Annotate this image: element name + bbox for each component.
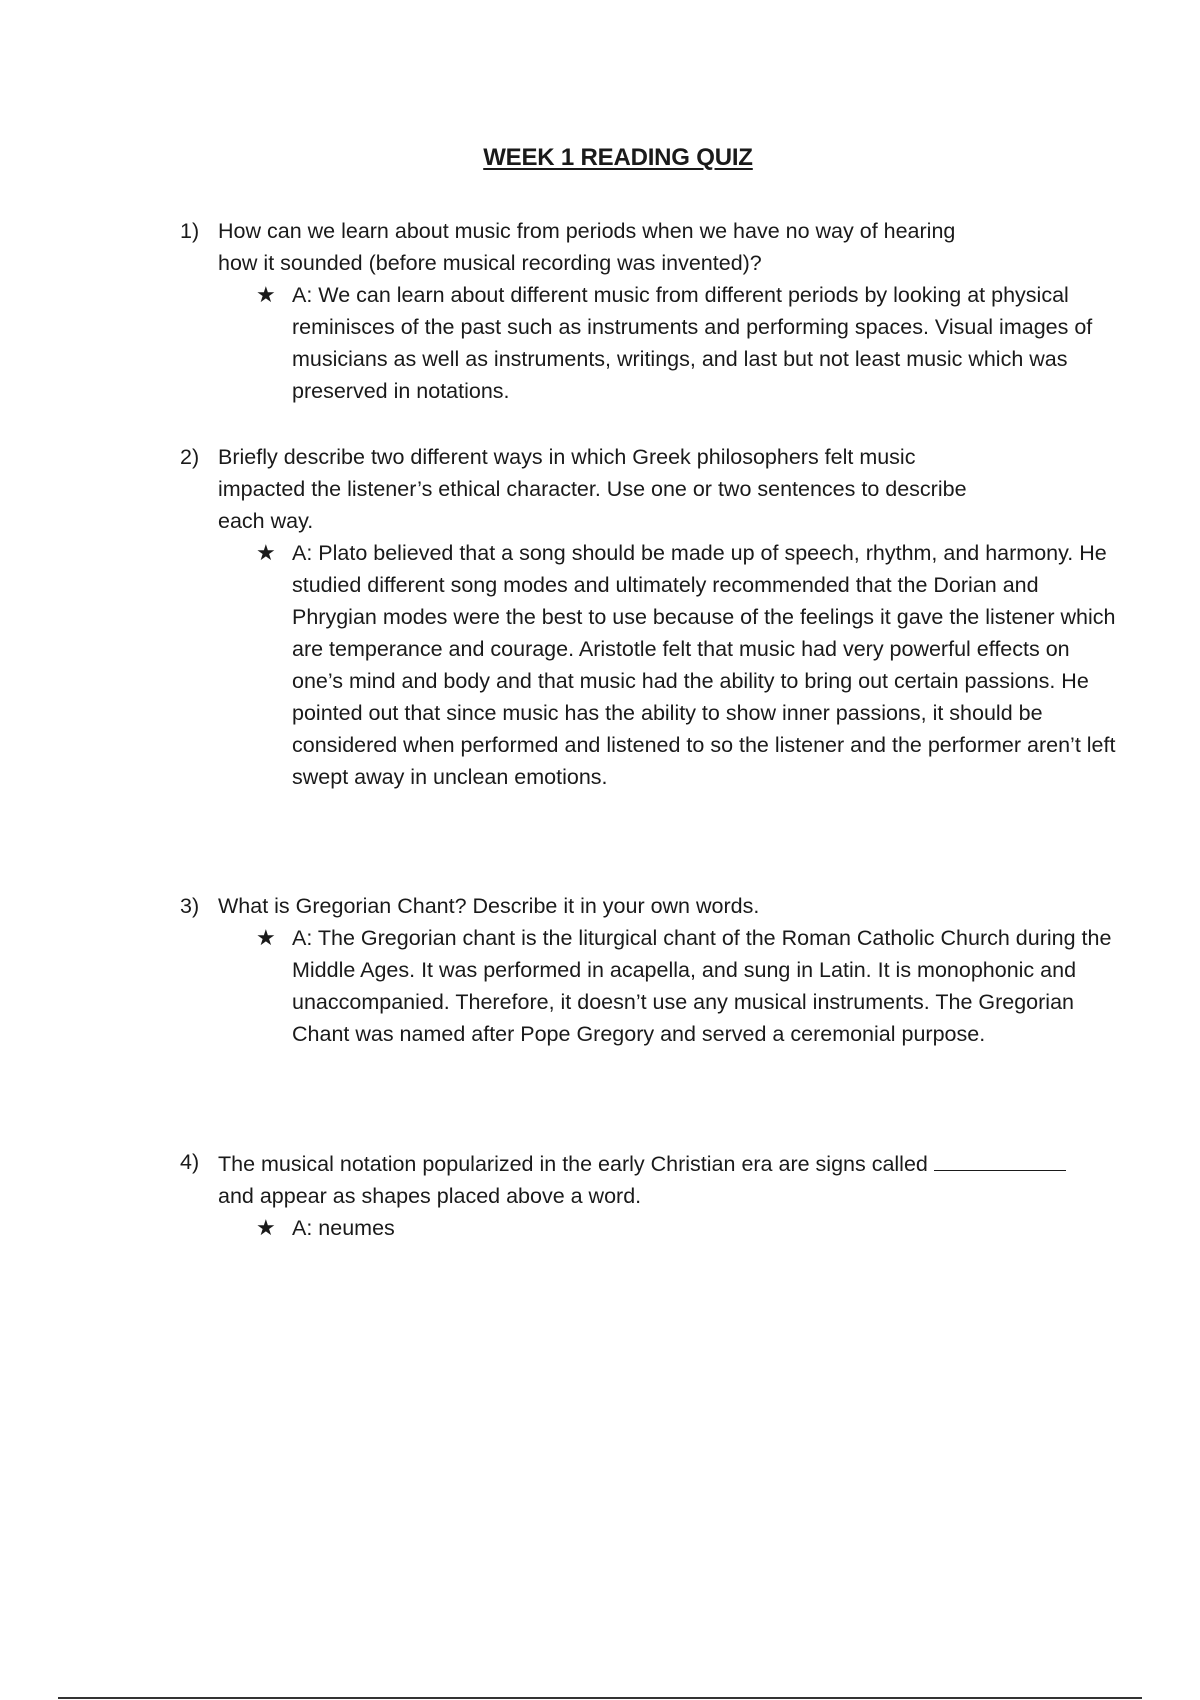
page-title: WEEK 1 READING QUIZ xyxy=(483,144,753,171)
question-text: What is Gregorian Chant? Describe it in your own words. xyxy=(218,894,760,918)
question-number: 4) xyxy=(180,1150,200,1174)
question-3 xyxy=(180,890,1120,1050)
question-1 xyxy=(180,215,1120,407)
answer-text: A: We can learn about different music from different periods by looking at physical reminisces of the past such as instruments and performing spaces. Visual images of musicians as well as instruments, writings, and last but not least music which was preserved in notations. xyxy=(292,283,1093,403)
question-text-before-blank: The musical notation popularized in the early Christian era are signs called xyxy=(218,1152,928,1176)
answer-item xyxy=(256,922,1120,1050)
fill-in-blank xyxy=(934,1146,1066,1171)
question-2 xyxy=(180,441,1120,793)
answer-text: A: The Gregorian chant is the liturgical chant of the Roman Catholic Church during the Middle Ages. It was performed in acapella, and sung in Latin. It is monophonic and unaccompanied. Therefore, it doesn’t use any musical instruments. The Gregorian Chant was named after Pope Gregory and served a ceremonial purpose. xyxy=(292,926,1112,1046)
answer-item xyxy=(256,1212,1120,1244)
answer-item xyxy=(256,537,1120,793)
answer-text: A: Plato believed that a song should be made up of speech, rhythm, and harmony. He studied different song modes and ultimately recommended that the Dorian and Phrygian modes were the best to use because of the feelings it gave the listener which are temperance and courage. Aristotle felt that music had very powerful effects on one’s mind and body and that music had the ability to bring out certain passions. He pointed out that since music has the ability to show inner passions, it should be considered when performed and listened to so the listener and the performer aren’t left swept away in unclean emotions. xyxy=(292,541,1116,789)
question-text: Briefly describe two different ways in which Greek philosophers felt music impacted the listener’s ethical character. Use one or two sentences to describe each way. xyxy=(218,445,967,533)
footer-divider xyxy=(58,1697,1142,1699)
star-icon: ★ xyxy=(256,540,276,565)
question-text-after-blank: and appear as shapes placed above a word. xyxy=(218,1184,642,1208)
star-icon: ★ xyxy=(256,1215,276,1240)
question-number: 1) xyxy=(180,219,200,243)
star-icon: ★ xyxy=(256,282,276,307)
question-text xyxy=(218,1146,1120,1212)
answer-item xyxy=(256,279,1120,407)
answer-text: A: neumes xyxy=(292,1216,395,1240)
question-4 xyxy=(180,1146,1120,1244)
question-text: How can we learn about music from periods when we have no way of hearing how it sounded (before musical recording was invented)? xyxy=(218,219,956,275)
star-icon: ★ xyxy=(256,925,276,950)
question-number: 2) xyxy=(180,445,200,469)
question-number: 3) xyxy=(180,894,200,918)
